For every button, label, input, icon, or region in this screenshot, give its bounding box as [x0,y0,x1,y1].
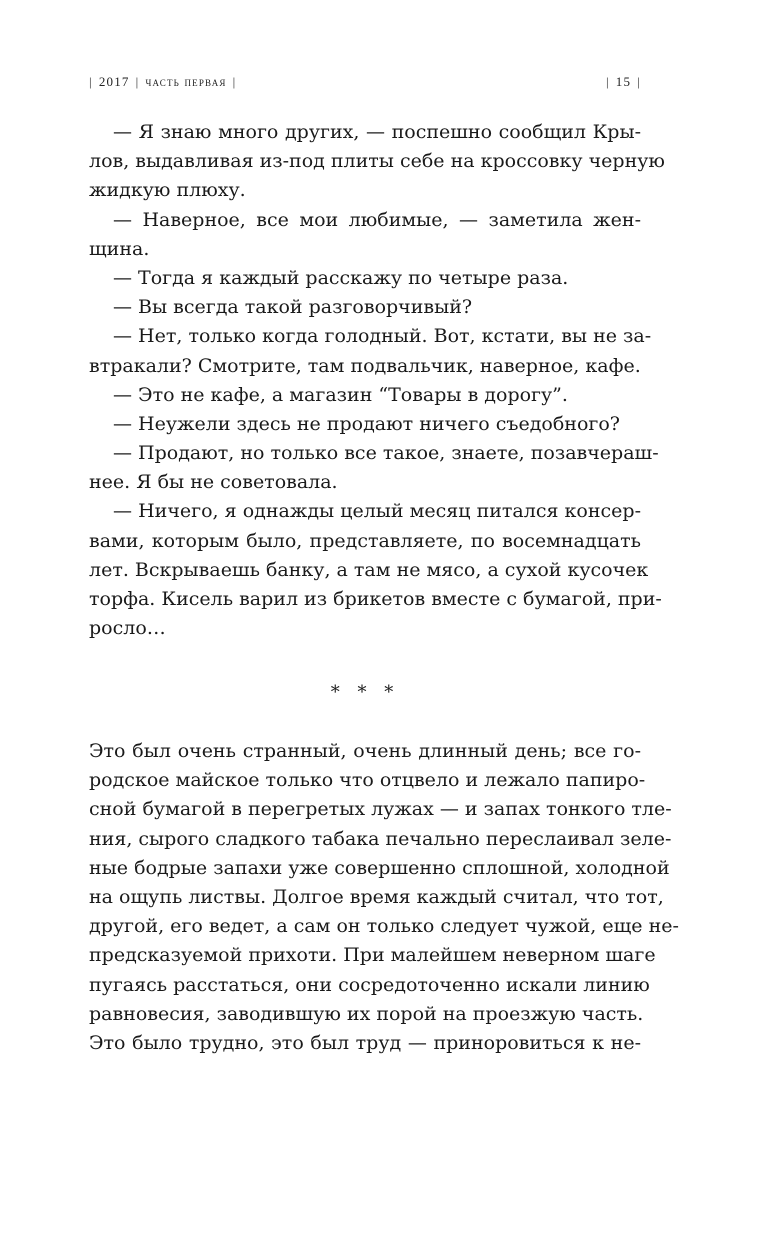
text-line: — Нет, только когда голодный. Вот, кстати, вы не за- [113,325,652,348]
text-line: на ощупь листвы. Долгое время каждый считал, что тот, [89,885,664,908]
text-line: Это был очень странный, очень длинный день; все го- [89,740,641,762]
text-line: пугаясь расстаться, они сосредоточенно искали линию [89,973,650,996]
text-line: вами, которым было, представляете, по восемнадцать [89,529,641,552]
divider-bar: | [637,74,641,89]
divider-bar: | [605,74,610,89]
header-year: 2017 [98,74,130,89]
divider-bar: | [232,74,237,89]
page-number: 15 [615,74,632,89]
text-line: — Продают, но только все такое, знаете, позавчераш- [113,442,659,465]
dialogue-block [89,118,665,643]
text-line: щина. [89,237,150,260]
text-line: — Наверное, все мои любимые, — заметила жен- [113,208,641,231]
text-line: — Я знаю много других, — поспешно сообщил Кры- [113,121,641,143]
section-separator: * * * [330,682,400,703]
text-line: росло… [89,617,166,640]
running-head-left [89,74,242,90]
text-line: другой, его ведет, а сам он только следует чужой, еще не- [89,915,679,938]
text-line: — Неужели здесь не продают ничего съедобного? [113,412,620,435]
text-line: сной бумагой в перегретых лужах — и запах тонкого тле- [89,798,672,821]
text-line: торфа. Кисель варил из брикетов вместе с бумагой, при- [89,588,662,610]
text-line: лет. Вскрываешь банку, а там не мясо, а сухой кусочек [89,558,649,581]
running-head-right [600,74,641,90]
text-line: равновесия, заводившую их порой на проезжую часть. [89,1002,644,1025]
text-line: лов, выдавливая из-под плиты себе на кроссовку черную [89,150,665,173]
text-line: — Вы всегда такой разговорчивый? [113,296,473,319]
text-line: нее. Я бы не советовала. [89,471,338,494]
narrative-block [89,737,679,1058]
divider-bar: | [89,74,93,89]
text-line: — Ничего, я однажды целый месяц питался консер- [113,500,641,523]
text-line: предсказуемой прихоти. При малейшем неверном шаге [89,944,656,967]
text-line: родское майское только что отцвело и лежало папиро- [89,769,646,792]
divider-bar: | [135,74,140,89]
text-line: — Это не кафе, а магазин “Товары в дорогу”. [113,383,568,406]
text-line: Это было трудно, это был труд — приноровиться к не- [89,1031,641,1054]
text-line: втракали? Смотрите, там подвальчик, наверное, кафе. [89,354,641,377]
text-line: жидкую плюху. [89,179,246,202]
running-head [89,74,641,96]
text-line: ния, сырого сладкого табака печально переслаивал зеле- [89,827,672,850]
header-section: часть первая [145,74,227,89]
text-line: — Тогда я каждый расскажу по четыре раза. [113,266,569,289]
text-line: ные бодрые запахи уже совершенно сплошной, холодной [89,856,670,879]
